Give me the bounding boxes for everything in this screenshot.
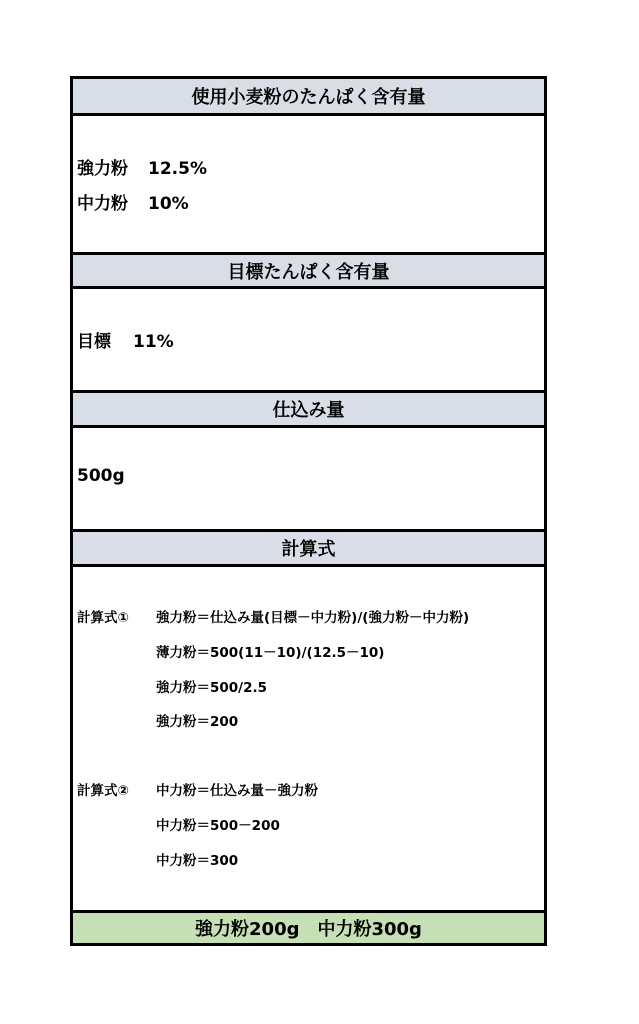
- target-protein-body: [73, 289, 544, 393]
- strong-flour-protein-row: [77, 154, 207, 179]
- formula2-line-1: 中力粉＝仕込み量－強力粉: [156, 783, 318, 799]
- formula1-line-2: 薄力粉＝500(11－10)/(12.5－10): [156, 645, 385, 661]
- batch-amount-title: 仕込み量: [272, 400, 345, 421]
- formula1-line-3: 強力粉＝500/2.5: [156, 680, 268, 696]
- target-row: [77, 327, 174, 352]
- formula2-label: 計算式②: [77, 783, 129, 799]
- strong-flour-label: 強力粉: [77, 159, 128, 179]
- target-label: 目標: [77, 332, 111, 352]
- target-protein-title: 目標たんぱく含有量: [227, 261, 390, 283]
- flour-protein-title: 使用小麦粉のたんぱく含有量: [191, 87, 426, 108]
- batch-amount-header: [73, 393, 544, 428]
- batch-amount-value: 500g: [77, 466, 125, 486]
- target-value: 11%: [133, 332, 174, 352]
- result-text: 強力粉200g 中力粉300g: [195, 919, 422, 940]
- formula1-label: 計算式①: [77, 610, 129, 626]
- medium-flour-protein-row: [77, 189, 189, 214]
- batch-amount-body: [73, 428, 544, 532]
- result-row: [73, 913, 544, 943]
- medium-flour-label: 中力粉: [77, 194, 128, 214]
- formula1-line-4: 強力粉＝200: [156, 714, 239, 730]
- flour-protein-header: [73, 79, 544, 116]
- formula-header: [73, 532, 544, 567]
- strong-flour-protein-value: 12.5%: [148, 159, 207, 179]
- formula-body: [73, 567, 544, 913]
- target-protein-header: [73, 255, 544, 289]
- medium-flour-protein-value: 10%: [148, 194, 189, 214]
- flour-protein-body: [73, 116, 544, 255]
- formula2-line-2: 中力粉＝500－200: [156, 818, 280, 834]
- recipe-sheet: [70, 76, 547, 946]
- formula2-line-3: 中力粉＝300: [156, 853, 239, 869]
- formula-title: 計算式: [281, 539, 336, 560]
- formula1-line-1: 強力粉＝仕込み量(目標－中力粉)/(強力粉－中力粉): [156, 610, 470, 626]
